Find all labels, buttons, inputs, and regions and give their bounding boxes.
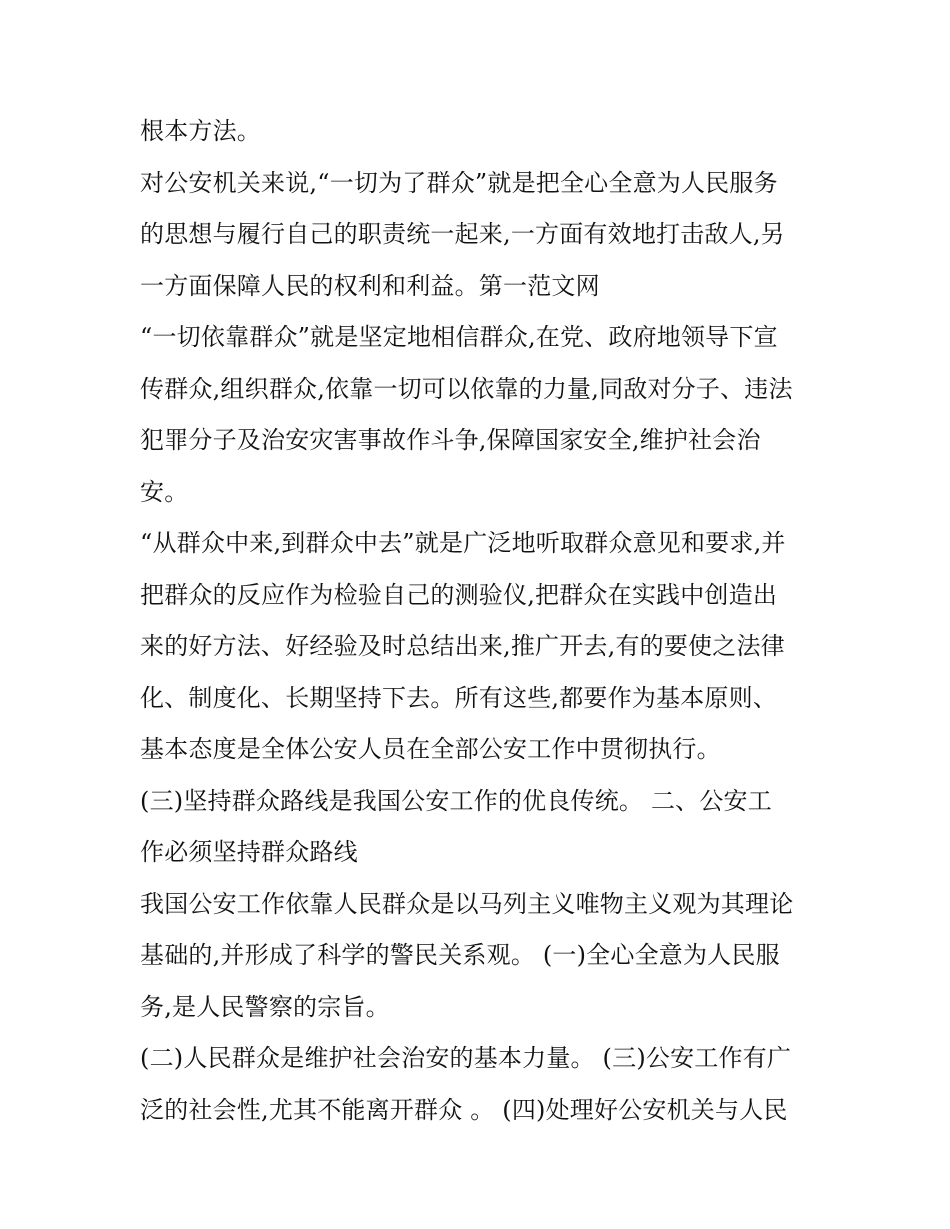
- text-line: 化、制度化、长期坚持下去。所有这些,都要作为基本原则、: [140, 683, 778, 712]
- text-line: 安。: [140, 477, 189, 506]
- text-line: 务,是人民警察的宗旨。: [140, 992, 390, 1021]
- text-line: “从群众中来,到群众中去”就是广泛地听取群众意见和要求,并: [140, 529, 786, 557]
- text-line: 作必须坚持群众路线: [140, 838, 358, 866]
- text-line: 根本方法。: [140, 117, 261, 145]
- text-line: 对公安机关来说,“一切为了群众”就是把全心全意为人民服务: [140, 168, 778, 197]
- text-line: 犯罪分子及治安灾害事故作斗争,保障国家安全,维护社会治: [140, 426, 761, 454]
- text-line: 传群众,组织群众,依靠一切可以依靠的力量,同敌对分子、违法: [140, 374, 793, 403]
- text-line: 来的好方法、好经验及时总结出来,推广开去,有的要使之法律: [140, 632, 785, 660]
- text-line: 我国公安工作依靠人民群众是以马列主义唯物主义观为其理论: [140, 889, 794, 918]
- body-text: [140, 106, 820, 1136]
- text-line: 泛的社会性,尤其不能离开群众 。 (四)处理好公安机关与人民: [140, 1095, 788, 1124]
- text-line: 基本态度是全体公安人员在全部公安工作中贯彻执行。: [140, 735, 721, 763]
- text-line: (三)坚持群众路线是我国公安工作的优良传统。 二、公安工: [140, 786, 772, 815]
- text-line: 一方面保障人民的权利和利益。第一范文网: [140, 271, 600, 300]
- text-line: “一切依靠群众”就是坚定地相信群众,在党、政府地领导下宣: [140, 323, 778, 351]
- text-line: 把群众的反应作为检验自己的测验仪,把群众在实践中创造出: [140, 580, 778, 609]
- text-line: 基础的,并形成了科学的警民关系观。 (一)全心全意为人民服: [140, 941, 780, 969]
- text-line: (二)人民群众是维护社会治安的基本力量。 (三)公安工作有广: [140, 1044, 792, 1072]
- text-line: 的思想与履行自己的职责统一起来,一方面有效地打击敌人,另: [140, 220, 785, 248]
